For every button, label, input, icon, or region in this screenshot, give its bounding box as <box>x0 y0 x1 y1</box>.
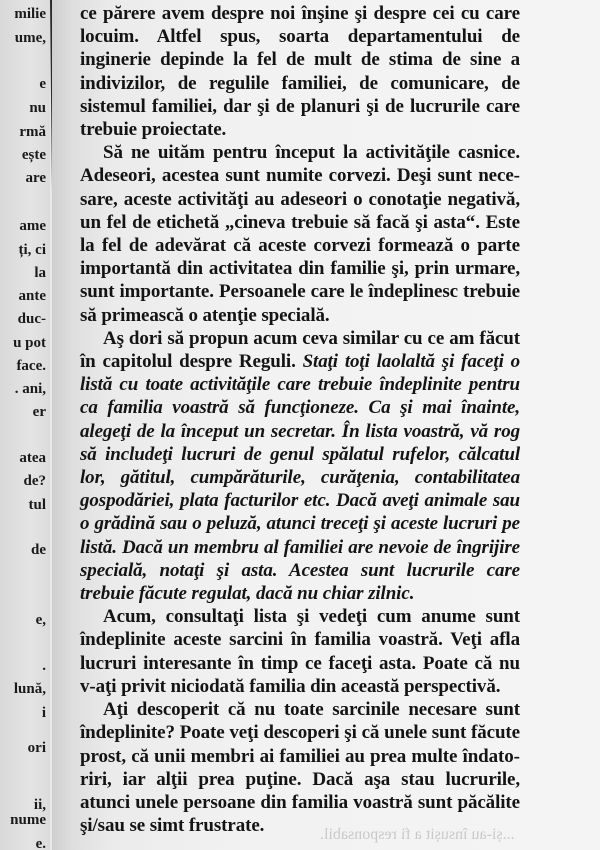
facing-page-fragment: lună, <box>13 681 46 697</box>
facing-page-fragment: de <box>31 542 46 558</box>
facing-page-fragment: . ani, <box>14 381 46 397</box>
facing-page-fragment: ori <box>27 740 46 756</box>
facing-page-fragment: nu <box>29 100 46 116</box>
facing-page-fragment: e. <box>35 836 46 850</box>
paragraph-consult-list <box>80 605 520 698</box>
paragraph-text: ce părere avem despre noi înşine şi despre cei cu care locuim. Altfel spus, soarta departamentului de inginerie depinde la fel de mult de stima de sine a indivizilor, de regulile familiei, de comunicare, de sistemul familiei, dar şi de planuri şi de lucrurile care trebuie proiectate. <box>80 3 520 141</box>
facing-page-fragment: nume <box>10 812 46 828</box>
facing-page-fragment: ame <box>19 218 46 234</box>
paragraph-text: Acum, consultaţi lista şi vedeţi cum anume sunt îndeplinite aceste sarcini în familia voastră. Veţi afla lucruri interesante în timp ce faceţi asta. Poate că nu v-aţi privit niciodată familia din această perspectivă. <box>80 606 520 697</box>
paragraph-text: Să ne uităm pentru început la activităţile casnice. Adeseori, acestea sunt numite corvezi. Deşi sunt necesare, aceste activităţi au adeseori o conotaţie negativă, un fel de etichetă „cineva trebuie să facă şi asta“. Este la fel de adevărat că aceste corvezi formează o parte importantă din activitatea din familie şi, prin urmare, sunt importante. Persoanele care le îndeplinesc trebuie să primească o atenţie specială. <box>80 142 520 326</box>
facing-page-fragment: face. <box>16 358 46 374</box>
facing-page-fragment: milie <box>14 6 46 22</box>
facing-page-fragment: e, <box>35 612 46 628</box>
bleed-through-text: ...și-au însușit a fi responsabil. <box>320 826 515 843</box>
facing-page-fragment: ți, ci <box>18 242 46 258</box>
paragraph-intro-continuation <box>80 2 520 141</box>
facing-page-fragment: duc- <box>17 311 46 327</box>
facing-page-fragment: ante <box>18 288 46 304</box>
facing-page-fragment: . <box>42 658 46 674</box>
facing-page-fragment: atea <box>19 450 46 466</box>
paragraph-exercise-instructions <box>80 327 520 605</box>
facing-page-fragment: ii, <box>33 797 46 813</box>
facing-page-fragment: de? <box>23 473 46 489</box>
paragraph-discoveries <box>80 698 520 837</box>
facing-page-fragment: i <box>41 705 46 721</box>
facing-page-fragment: u pot <box>13 335 46 351</box>
facing-page-fragment: rmă <box>19 124 46 140</box>
facing-page-fragment: tul <box>28 497 46 513</box>
facing-page-fragment: are <box>25 170 46 186</box>
facing-page-edge <box>0 0 50 850</box>
facing-page-fragment: la <box>34 265 46 281</box>
paragraph-text: Aţi descoperit că nu toate sarcinile necesare sunt îndeplinite? Poate veţi descoperi şi că unele sunt făcute prost, că unii membri ai familiei au prea multe îndatoriri, iar alţii prea puţine. Dacă aşa stau lucrurile, atunci unele persoane din familia voastră sunt păcălite şi/sau se simt frustrate. <box>80 699 520 837</box>
page-body-text <box>80 2 520 837</box>
facing-page-fragment: e <box>39 76 46 92</box>
facing-page-fragment: ume, <box>14 30 46 46</box>
book-page <box>52 0 600 850</box>
facing-page-fragment: ește <box>21 147 46 163</box>
paragraph-text: Aş dori să propun acum ceva similar cu ce am făcut în capitolul despre Reguli. <box>80 327 520 373</box>
facing-page-fragment: er <box>32 404 46 420</box>
italic-exercise-text: Staţi toţi laolaltă şi faceţi o listă cu toate activităţile care trebuie îndeplinite pentru ca familia voastră să funcţioneze. Ca şi mai înainte, alegeţi de la început un secretar. În lista voastră, vă rog să includeţi lucruri de genul spălatul rufelor, călcatul lor, gătitul, cumpărăturile, curăţenia, contabilitatea gospodăriei, plata facturilor etc. Dacă aveţi animale sau o grădină sau o peluză, atunci treceţi şi aceste lucruri pe listă. Dacă un membru al familiei are nevoie de îngrijire specială, notaţi şi asta. Acestea sunt lucrurile care trebuie făcute regulat, dacă nu chiar zilnic. <box>80 351 520 605</box>
paragraph-household-chores <box>80 141 520 327</box>
